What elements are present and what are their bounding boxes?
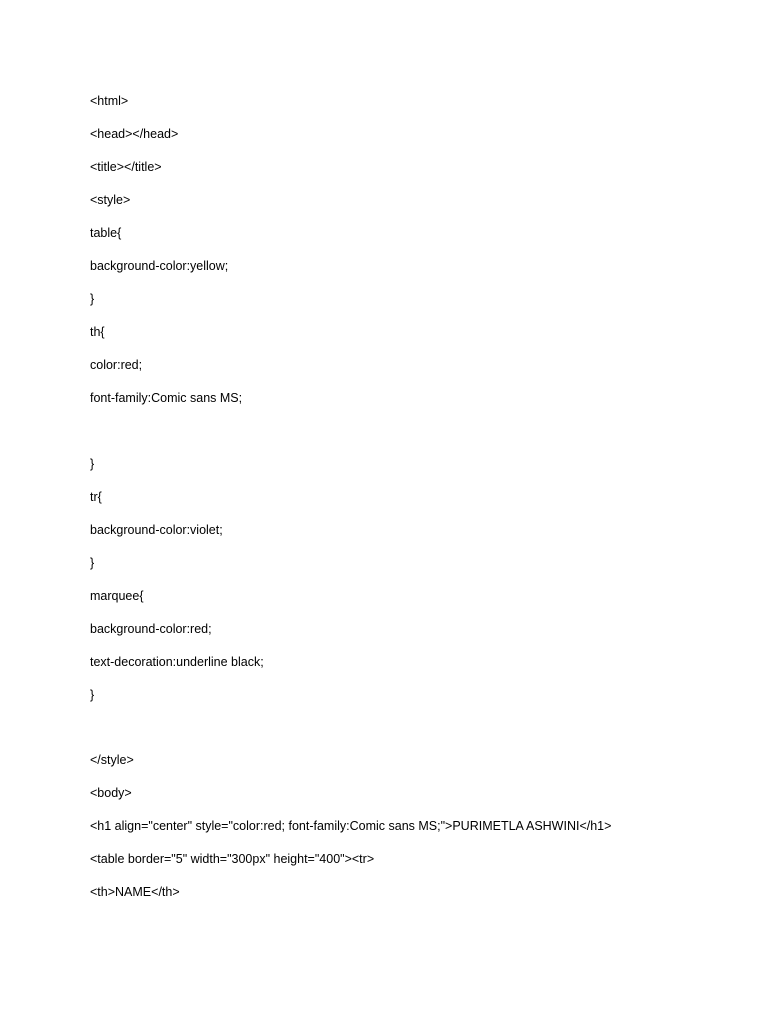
code-line: font-family:Comic sans MS; bbox=[90, 391, 243, 405]
code-line: <title></title> bbox=[90, 160, 162, 174]
code-line: } bbox=[90, 457, 95, 471]
code-line: <th>NAME</th> bbox=[90, 885, 180, 899]
code-line: } bbox=[90, 556, 95, 570]
code-line: <h1 align="center" style="color:red; font-family:Comic sans MS;">PURIMETLA ASHWINI</h1> bbox=[90, 819, 612, 833]
code-line: <style> bbox=[90, 193, 131, 207]
code-line: th{ bbox=[90, 325, 105, 339]
code-line: color:red; bbox=[90, 358, 143, 372]
code-line: </style> bbox=[90, 753, 134, 767]
code-line: background-color:violet; bbox=[90, 523, 223, 537]
code-line: <head></head> bbox=[90, 127, 179, 141]
code-line: table{ bbox=[90, 226, 122, 240]
code-line: <html> bbox=[90, 94, 129, 108]
code-line: <table border="5" width="300px" height="400"><tr> bbox=[90, 852, 375, 866]
code-line: } bbox=[90, 292, 95, 306]
code-line: background-color:red; bbox=[90, 622, 212, 636]
code-line: } bbox=[90, 688, 95, 702]
code-line: <body> bbox=[90, 786, 132, 800]
code-line: tr{ bbox=[90, 490, 102, 504]
code-line: marquee{ bbox=[90, 589, 144, 603]
code-line: background-color:yellow; bbox=[90, 259, 229, 273]
code-line: text-decoration:underline black; bbox=[90, 655, 264, 669]
